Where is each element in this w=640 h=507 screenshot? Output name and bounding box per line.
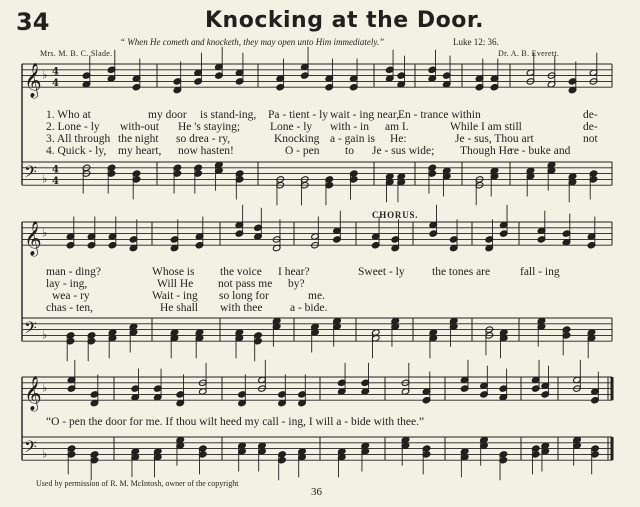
key-signature-flat: ♭ xyxy=(42,447,48,461)
lyric-syllable: Though He xyxy=(460,145,513,157)
key-signature-flat: ♭ xyxy=(42,172,48,186)
scripture-reference: Luke 12: 36. xyxy=(453,37,499,47)
lyric-syllable: the tones are xyxy=(432,266,491,278)
lyric-syllable: am I. xyxy=(385,121,409,133)
lyric-syllable: chas - ten, xyxy=(46,302,93,314)
lyric-syllable: I hear? xyxy=(278,266,310,278)
lyric-syllable: de- xyxy=(583,121,598,133)
copyright-permission: Used by permission of R. M. McIntosh, owner of the copyright xyxy=(36,479,239,488)
lyric-syllable: not xyxy=(583,133,598,145)
lyric-syllable: Whose is xyxy=(152,266,195,278)
treble-clef: 𝄞 xyxy=(24,63,42,99)
hymn-number: 34 xyxy=(16,8,50,36)
chorus-label: CHORUS. xyxy=(372,210,419,220)
lyric-syllable: lay - ing, xyxy=(46,278,88,290)
lyric-syllable: Lone - ly xyxy=(270,121,313,133)
lyric-syllable: by? xyxy=(288,278,305,290)
lyric-syllable: Will He xyxy=(157,278,194,290)
treble-time-signature-denominator: 4 xyxy=(52,78,59,90)
lyric-syllable: 1. Who at xyxy=(46,109,91,121)
lyric-syllable: to xyxy=(345,145,354,157)
lyric-syllable: now hasten! xyxy=(178,145,234,157)
hymn-title: Knocking at the Door. xyxy=(205,8,484,33)
lyric-syllable: the night xyxy=(118,133,159,145)
bass-time-signature-numerator: 4 xyxy=(52,164,59,176)
lyric-syllable: re - buke and xyxy=(510,145,571,157)
lyric-syllable: He shall xyxy=(160,302,199,314)
lyric-syllable: my door xyxy=(148,109,187,121)
lyric-syllable: with-out xyxy=(120,121,159,133)
lyric-syllable: Je - sus wide; xyxy=(372,145,435,157)
lyric-syllable: While I am still xyxy=(450,121,522,133)
lyric-syllable: man - ding? xyxy=(46,266,101,278)
lyric-syllable: the voice xyxy=(220,266,262,278)
key-signature-flat: ♭ xyxy=(42,226,48,240)
lyric-syllable: so long for xyxy=(219,290,269,302)
lyric-syllable: my heart, xyxy=(118,145,162,157)
lyric-syllable: 2. Lone - ly xyxy=(46,121,100,133)
key-signature-flat: ♭ xyxy=(42,381,48,395)
treble-clef: 𝄞 xyxy=(24,376,42,412)
scripture-quote: “ When He cometh and knocketh, they may open unto Him immediately.” xyxy=(120,37,385,47)
lyric-syllable: a - gain is xyxy=(330,133,376,145)
page-number: 36 xyxy=(311,486,322,498)
bass-clef: 𝄢 xyxy=(24,436,37,461)
lyric-syllable: En - trance within xyxy=(398,109,481,121)
bass-clef: 𝄢 xyxy=(24,317,37,342)
key-signature-flat: ♭ xyxy=(42,328,48,342)
lyric-syllable: wea - ry xyxy=(52,290,90,302)
lyric-syllable: fall - ing xyxy=(520,266,560,278)
composer-credit: Dr. A. B. Everett. xyxy=(498,49,560,58)
treble-time-signature-numerator: 4 xyxy=(52,66,59,78)
key-signature-flat: ♭ xyxy=(42,68,48,82)
bass-clef: 𝄢 xyxy=(24,161,37,186)
lyric-syllable: Je - sus, Thou art xyxy=(455,133,534,145)
lyricist-credit: Mrs. M. B. C. Slade. xyxy=(40,49,113,58)
lyric-syllable: de- xyxy=(583,109,598,121)
lyric-syllable: with thee xyxy=(220,302,263,314)
lyric-syllable: 4. Quick - ly, xyxy=(46,145,107,157)
lyric-syllable: Pa - tient - ly xyxy=(268,109,329,121)
lyric-syllable: Sweet - ly xyxy=(358,266,405,278)
lyric-syllable: me. xyxy=(308,290,325,302)
lyric-syllable: wait - ing near, xyxy=(330,109,400,121)
lyric-syllable: O - pen xyxy=(285,145,320,157)
lyric-syllable: He 's staying; xyxy=(178,121,241,133)
chorus-lyrics: “O - pen the door for me. If thou wilt heed my call - ing, I will a - bide with thee.” xyxy=(46,416,425,428)
lyric-syllable: Wait - ing xyxy=(152,290,198,302)
lyric-syllable: with - in xyxy=(330,121,369,133)
lyric-syllable: Knocking xyxy=(274,133,320,145)
lyric-syllable: so drea - ry, xyxy=(176,133,231,145)
lyric-syllable: He: xyxy=(390,133,407,145)
lyric-syllable: 3. All through xyxy=(46,133,111,145)
bass-time-signature-denominator: 4 xyxy=(52,176,59,188)
lyric-syllable: a - bide. xyxy=(290,302,328,314)
lyric-syllable: is stand-ing, xyxy=(200,109,257,121)
lyric-syllable: not pass me xyxy=(218,278,273,290)
treble-clef: 𝄞 xyxy=(24,221,42,257)
